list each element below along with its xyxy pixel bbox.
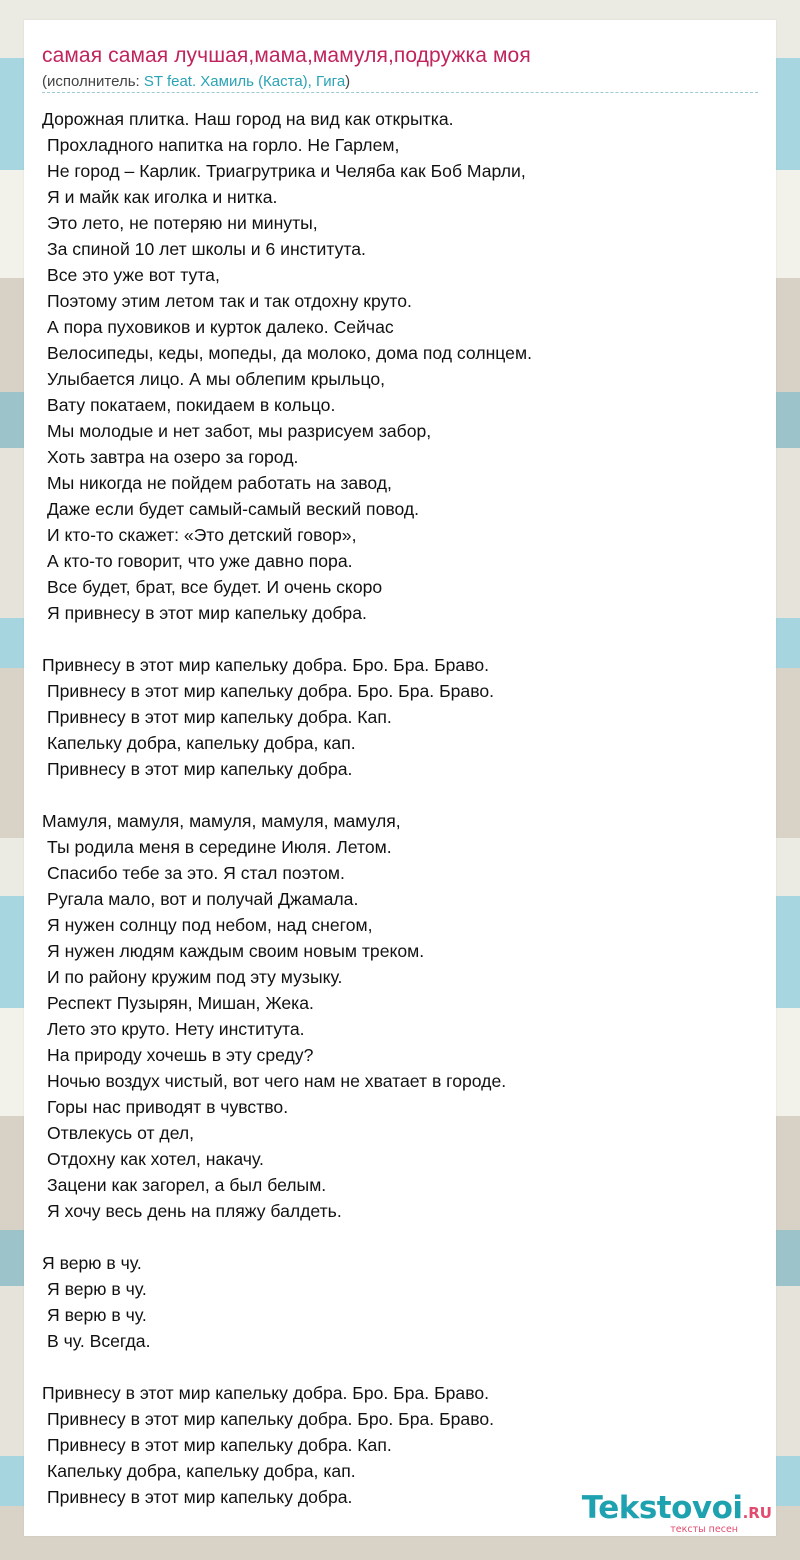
logo-subtitle: тексты песен xyxy=(670,1523,738,1535)
lyric-line: Привнесу в этот мир капельку добра. xyxy=(47,1487,353,1507)
artist-link[interactable]: ST feat. Хамиль (Каста), Гига xyxy=(143,73,346,90)
lyric-line: Я верю в чу. xyxy=(47,1279,147,1299)
lyric-line: Прохладного напитка на горло. Не Гарлем, xyxy=(47,135,400,155)
lyric-line: Привнесу в этот мир капельку добра. Кап. xyxy=(47,1435,392,1455)
lyric-line: Отдохну как хотел, накачу. xyxy=(47,1149,264,1169)
lyric-line: Я и майк как иголка и нитка. xyxy=(47,187,278,207)
lyric-line: Горы нас приводят в чувство. xyxy=(47,1097,289,1117)
lyric-line: Я верю в чу. xyxy=(47,1305,147,1325)
artist-line xyxy=(42,73,350,90)
lyric-line: Все будет, брат, все будет. И очень скоро xyxy=(47,577,383,597)
lyric-line: Дорожная плитка. Наш город на вид как открытка. xyxy=(42,109,454,129)
lyrics-stanza xyxy=(42,652,762,782)
lyric-line: Это лето, не потеряю ни минуты, xyxy=(47,213,318,233)
lyric-line: На природу хочешь в эту среду? xyxy=(47,1045,314,1065)
lyric-line: Поэтому этим летом так и так отдохну круто. xyxy=(47,291,412,311)
lyrics-body xyxy=(42,106,762,1536)
song-title: самая самая лучшая,мама,мамуля,подружка моя xyxy=(42,44,531,67)
lyric-line: Я нужен людям каждым своим новым треком. xyxy=(47,941,425,961)
lyric-line: А кто-то говорит, что уже давно пора. xyxy=(47,551,353,571)
lyric-line: Привнесу в этот мир капельку добра. Бро. Бра. Браво. xyxy=(47,1409,495,1429)
lyric-line: Привнесу в этот мир капельку добра. Бро. Бра. Браво. xyxy=(42,1383,490,1403)
lyric-line: Ругала мало, вот и получай Джамала. xyxy=(47,889,359,909)
lyric-line: В чу. Всегда. xyxy=(47,1331,151,1351)
lyric-line: Мы молодые и нет забот, мы разрисуем забор, xyxy=(47,421,432,441)
lyric-line: Привнесу в этот мир капельку добра. Бро. Бра. Браво. xyxy=(47,681,495,701)
lyrics-stanza xyxy=(42,1250,762,1354)
lyric-line: Даже если будет самый-самый веский повод. xyxy=(47,499,420,519)
lyric-line: Ты родила меня в середине Июля. Летом. xyxy=(47,837,392,857)
lyric-line: Отвлекусь от дел, xyxy=(47,1123,195,1143)
logo-wordmark: Tekstovoi xyxy=(581,1489,743,1526)
lyric-line: Респект Пузырян, Мишан, Жека. xyxy=(47,993,314,1013)
lyric-line: Зацени как загорел, а был белым. xyxy=(47,1175,327,1195)
lyric-line: Я нужен солнцу под небом, над снегом, xyxy=(47,915,373,935)
lyric-line: Я привнесу в этот мир капельку добра. xyxy=(47,603,367,623)
lyric-line: Лето это круто. Нету института. xyxy=(47,1019,305,1039)
lyric-line: Привнесу в этот мир капельку добра. xyxy=(47,759,353,779)
lyrics-stanza xyxy=(42,808,762,1224)
lyrics-card xyxy=(24,20,776,1536)
artist-suffix: ) xyxy=(345,73,351,90)
lyric-line: Велосипеды, кеды, мопеды, да молоко, дома под солнцем. xyxy=(47,343,532,363)
lyric-line: Улыбается лицо. А мы облепим крыльцо, xyxy=(47,369,385,389)
lyric-line: Вату покатаем, покидаем в кольцо. xyxy=(47,395,336,415)
lyric-line: Я хочу весь день на пляжу балдеть. xyxy=(47,1201,342,1221)
lyric-line: Капельку добра, капельку добра, кап. xyxy=(47,733,356,753)
lyric-line: Мы никогда не пойдем работать на завод, xyxy=(47,473,392,493)
lyric-line: Хоть завтра на озеро за город. xyxy=(47,447,299,467)
lyric-line: И по району кружим под эту музыку. xyxy=(47,967,343,987)
lyric-line: Не город – Карлик. Триагрутрика и Челяба как Боб Марли, xyxy=(47,161,526,181)
lyric-line: За спиной 10 лет школы и 6 института. xyxy=(47,239,366,259)
lyrics-stanza xyxy=(42,106,762,626)
title-divider xyxy=(42,92,758,93)
lyric-line: Спасибо тебе за это. Я стал поэтом. xyxy=(47,863,345,883)
lyric-line: И кто-то скажет: «Это детский говор», xyxy=(47,525,357,545)
lyric-line: Привнесу в этот мир капельку добра. Бро. Бра. Браво. xyxy=(42,655,490,675)
lyric-line: А пора пуховиков и курток далеко. Сейчас xyxy=(47,317,394,337)
site-logo[interactable] xyxy=(581,1489,772,1535)
lyric-line: Ночью воздух чистый, вот чего нам не хватает в городе. xyxy=(47,1071,507,1091)
lyric-line: Капельку добра, капельку добра, кап. xyxy=(47,1461,356,1481)
lyric-line: Мамуля, мамуля, мамуля, мамуля, мамуля, xyxy=(42,811,401,831)
artist-prefix: (исполнитель: xyxy=(42,73,144,90)
lyric-line: Привнесу в этот мир капельку добра. Кап. xyxy=(47,707,392,727)
logo-domain: .RU xyxy=(742,1503,772,1522)
lyric-line: Все это уже вот тута, xyxy=(47,265,220,285)
lyric-line: Я верю в чу. xyxy=(42,1253,142,1273)
